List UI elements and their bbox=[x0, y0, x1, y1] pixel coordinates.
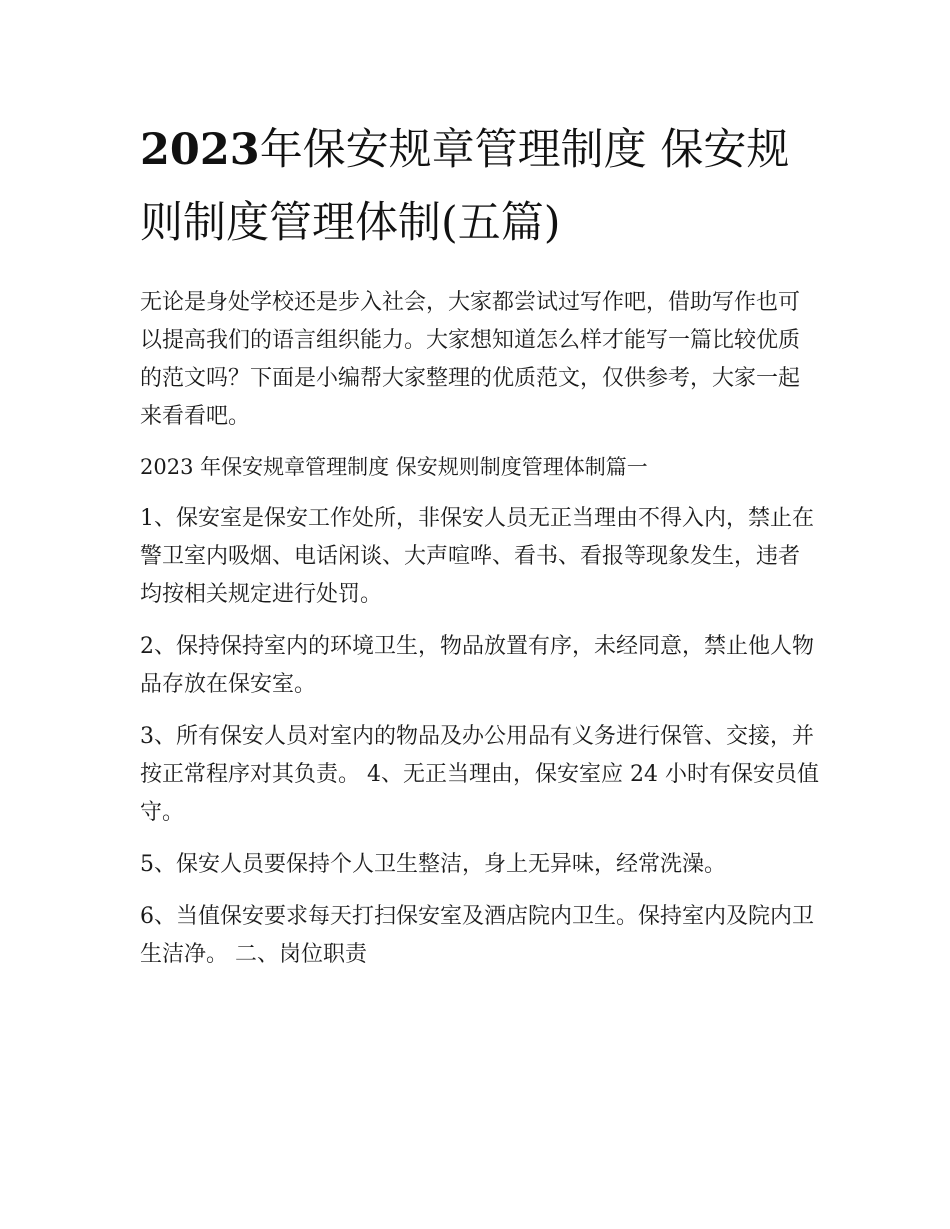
title-text: 年保安规章管理制度 保安规则制度管理体制(五篇) bbox=[140, 125, 790, 248]
document-title bbox=[140, 114, 820, 260]
title-year: 2023 bbox=[140, 125, 260, 175]
rule-item-2: 2、保持保持室内的环境卫生，物品放置有序，未经同意，禁止他人物品存放在保安室。 bbox=[140, 634, 814, 697]
rule-item-6: 6、当值保安要求每天打扫保安室及酒店院内卫生。保持室内及院内卫生洁净。 二、岗位职责 bbox=[140, 904, 814, 967]
rule-item-3: 3、所有保安人员对室内的物品及办公用品有义务进行保管、交接，并按正常程序对其负责。 4、无正当理由，保安室应 24 小时有保安员值守。 bbox=[140, 724, 819, 825]
rule-item-5: 5、保安人员要保持个人卫生整洁，身上无异味，经常洗澡。 bbox=[140, 852, 726, 877]
section-heading: 2023 年保安规章管理制度 保安规则制度管理体制篇一 bbox=[140, 455, 648, 479]
intro-paragraph: 无论是身处学校还是步入社会，大家都尝试过写作吧，借助写作也可以提高我们的语言组织能力。大家想知道怎么样才能写一篇比较优质的范文吗？下面是小编帮大家整理的优质范文，仅供参考，大家一起来看看吧。 bbox=[140, 290, 801, 429]
rule-item-1: 1、保安室是保安工作处所，非保安人员无正当理由不得入内，禁止在警卫室内吸烟、电话闲谈、大声喧哗、看书、看报等现象发生，违者均按相关规定进行处罚。 bbox=[140, 506, 814, 607]
document-body bbox=[140, 284, 820, 974]
